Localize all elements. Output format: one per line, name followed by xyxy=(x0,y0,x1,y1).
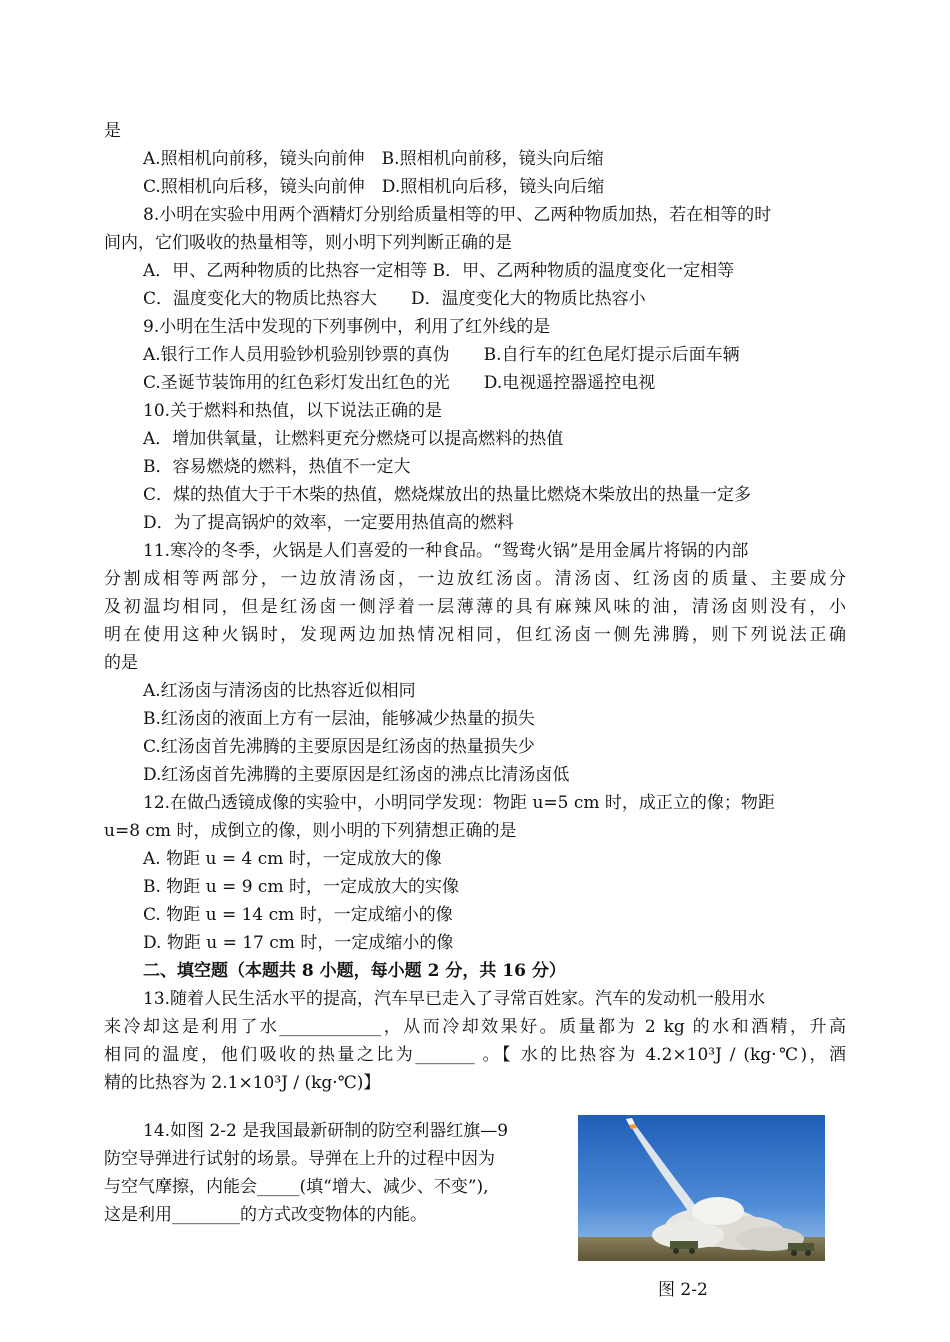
option-line: C．煤的热值大于干木柴的热值，燃烧煤放出的热量比燃烧木柴放出的热量一定多 xyxy=(143,485,752,505)
section-heading: 二、填空题（本题共 8 小题，每小题 2 分，共 16 分） xyxy=(143,961,566,981)
missile-launch-photo xyxy=(578,1115,825,1261)
text-line: 来冷却这是利用了水____________，从而冷却效果好。质量都为 2 kg 的水和酒精，升高 xyxy=(104,1017,846,1037)
text-line: 这是利用________的方式改变物体的内能。 xyxy=(104,1205,427,1225)
option-line: C.圣诞节装饰用的红色彩灯发出红色的光 D.电视遥控器遥控电视 xyxy=(143,373,656,393)
text-line: 及初温均相同，但是红汤卤一侧浮着一层薄薄的具有麻辣风味的油，清汤卤则没有，小 xyxy=(104,597,846,617)
question-12: 12.在做凸透镜成像的实验中，小明同学发现：物距 u=5 cm 时，成正立的像；物距 xyxy=(143,793,775,813)
option-line: D．为了提高锅炉的效率，一定要用热值高的燃料 xyxy=(143,513,514,533)
option-line: B. 物距 u = 9 cm 时，一定成放大的实像 xyxy=(143,877,459,897)
option-line: B．容易燃烧的燃料，热值不一定大 xyxy=(143,457,411,477)
option-line: D.红汤卤首先沸腾的主要原因是红汤卤的沸点比清汤卤低 xyxy=(143,765,570,785)
text-line: 相同的温度，他们吸收的热量之比为_______ 。【 水的比热容为 4.2×10³J / (kg·℃)，酒 xyxy=(104,1045,846,1065)
text-line: 与空气摩擦，内能会_____(填“增大、减少、不变”), xyxy=(104,1177,489,1197)
text-line: 间内，它们吸收的热量相等，则小明下列判断正确的是 xyxy=(104,233,512,253)
text-line: 是 xyxy=(104,121,121,141)
text-line: 精的比热容为 2.1×10³J / (kg·℃)】 xyxy=(104,1073,381,1093)
option-line: B.红汤卤的液面上方有一层油，能够减少热量的损失 xyxy=(143,709,535,729)
option-line: C. 物距 u = 14 cm 时，一定成缩小的像 xyxy=(143,905,453,925)
figure-caption: 图 2-2 xyxy=(658,1280,708,1300)
question-8: 8.小明在实验中用两个酒精灯分别给质量相等的甲、乙两种物质加热，若在相等的时 xyxy=(143,205,772,225)
text-line: 防空导弹进行试射的场景。导弹在上升的过程中因为 xyxy=(104,1149,495,1169)
question-9: 9.小明在生活中发现的下列事例中，利用了红外线的是 xyxy=(143,317,551,337)
option-line: C.红汤卤首先沸腾的主要原因是红汤卤的热量损失少 xyxy=(143,737,535,757)
question-14: 14.如图 2-2 是我国最新研制的防空利器红旗—9 xyxy=(143,1121,509,1141)
question-13: 13.随着人民生活水平的提高，汽车早已走入了寻常百姓家。汽车的发动机一般用水 xyxy=(143,989,766,1009)
option-line: A. 物距 u = 4 cm 时，一定成放大的像 xyxy=(143,849,442,869)
text-line: u=8 cm 时，成倒立的像，则小明的下列猜想正确的是 xyxy=(104,821,517,841)
option-line: A．甲、乙两种物质的比热容一定相等 B．甲、乙两种物质的温度变化一定相等 xyxy=(143,261,735,281)
text-line: 明在使用这种火锅时，发现两边加热情况相同，但红汤卤一侧先沸腾，则下列说法正确 xyxy=(104,625,846,645)
option-line: A.照相机向前移，镜头向前伸 B.照相机向前移，镜头向后缩 xyxy=(143,149,604,169)
question-11: 11.寒冷的冬季，火锅是人们喜爱的一种食品。“鸳鸯火锅”是用金属片将锅的内部 xyxy=(143,541,749,561)
question-10: 10.关于燃料和热值，以下说法正确的是 xyxy=(143,401,443,421)
option-line: A.红汤卤与清汤卤的比热容近似相同 xyxy=(143,681,416,701)
text-line: 分割成相等两部分，一边放清汤卤，一边放红汤卤。清汤卤、红汤卤的质量、主要成分 xyxy=(104,569,846,589)
text-line: 的是 xyxy=(104,653,138,673)
option-line: C.照相机向后移，镜头向前伸 D.照相机向后移，镜头向后缩 xyxy=(143,177,605,197)
option-line: A．增加供氧量，让燃料更充分燃烧可以提高燃料的热值 xyxy=(143,429,564,449)
option-line: D. 物距 u = 17 cm 时，一定成缩小的像 xyxy=(143,933,454,953)
option-line: C．温度变化大的物质比热容大 D．温度变化大的物质比热容小 xyxy=(143,289,646,309)
option-line: A.银行工作人员用验钞机验别钞票的真伪 B.自行车的红色尾灯提示后面车辆 xyxy=(143,345,740,365)
